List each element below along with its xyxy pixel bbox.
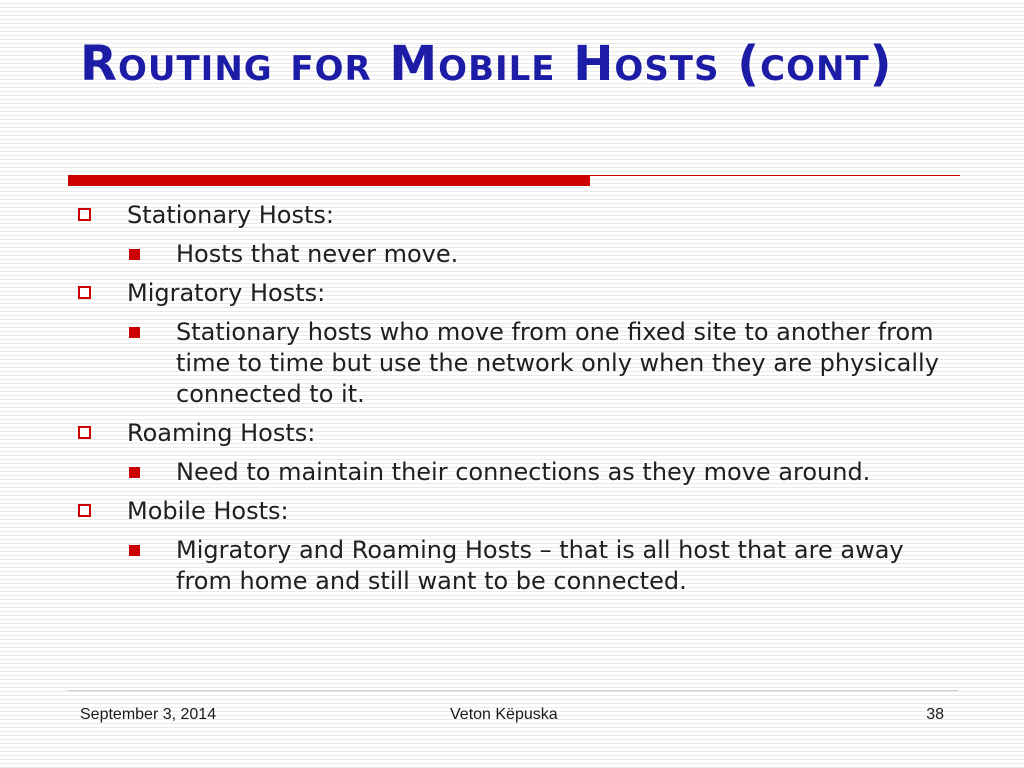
hollow-square-icon bbox=[78, 504, 91, 517]
page-number: 38 bbox=[926, 706, 944, 723]
sub-bullet-item bbox=[78, 239, 958, 270]
title-underline-thick bbox=[68, 175, 590, 186]
filled-square-icon bbox=[129, 327, 140, 338]
footer-author: Veton Këpuska bbox=[450, 706, 558, 723]
hollow-square-icon bbox=[78, 208, 91, 221]
bullet-item bbox=[78, 496, 958, 527]
bullet-text: Mobile Hosts: bbox=[127, 497, 289, 525]
bullet-text: Migratory Hosts: bbox=[127, 279, 326, 307]
filled-square-icon bbox=[129, 467, 140, 478]
title-underline-thin bbox=[590, 175, 960, 176]
sub-bullet-text: Hosts that never move. bbox=[176, 240, 459, 268]
bullet-text: Stationary Hosts: bbox=[127, 201, 334, 229]
bullet-item bbox=[78, 418, 958, 449]
sub-bullet-item bbox=[78, 317, 958, 410]
filled-square-icon bbox=[129, 249, 140, 260]
sub-bullet-text: Stationary hosts who move from one fixed site to another from time to time but use the network only when they are physically connected to it. bbox=[176, 318, 939, 408]
bullet-item bbox=[78, 278, 958, 309]
bullet-item bbox=[78, 200, 958, 231]
bullet-text: Roaming Hosts: bbox=[127, 419, 316, 447]
filled-square-icon bbox=[129, 545, 140, 556]
hollow-square-icon bbox=[78, 426, 91, 439]
bullet-list bbox=[78, 200, 958, 597]
footer-date: September 3, 2014 bbox=[80, 706, 217, 723]
slide-title: Routing for Mobile Hosts (cont) bbox=[80, 36, 893, 92]
hollow-square-icon bbox=[78, 286, 91, 299]
sub-bullet-item bbox=[78, 457, 958, 488]
sub-bullet-text: Migratory and Roaming Hosts – that is all host that are away from home and still want to be connected. bbox=[176, 536, 904, 595]
footer-divider bbox=[68, 690, 958, 691]
sub-bullet-item bbox=[78, 535, 958, 597]
sub-bullet-text: Need to maintain their connections as they move around. bbox=[176, 458, 871, 486]
